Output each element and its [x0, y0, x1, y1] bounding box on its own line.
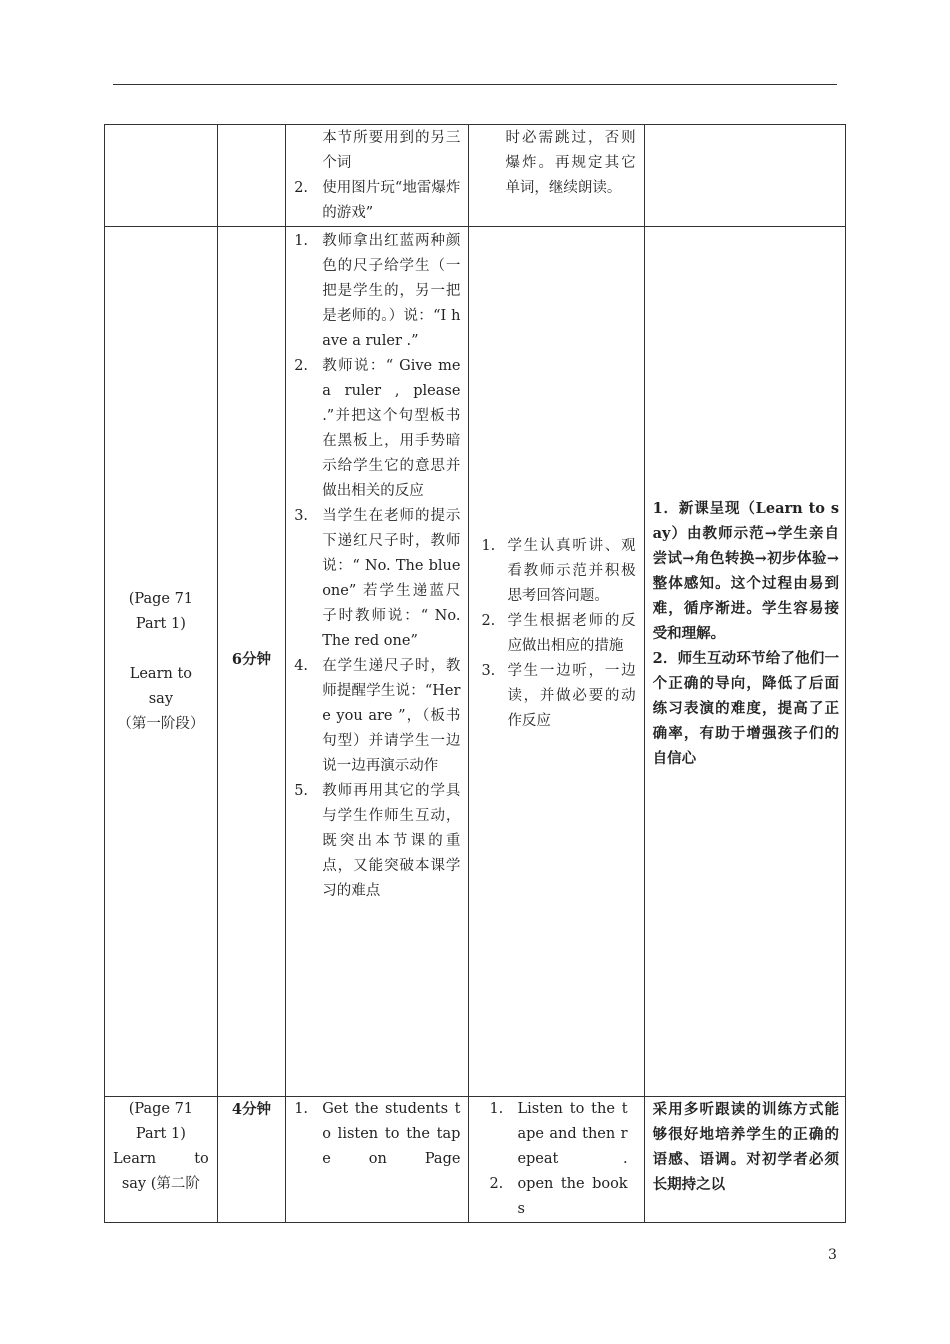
- list-item: [481, 659, 635, 734]
- stage-page: (Page 71: [128, 590, 194, 607]
- student-activity-continued: 时必需跳过，否则爆炸。再规定其它单词，继续朗读。: [505, 130, 636, 196]
- item-number: 1.: [481, 537, 496, 554]
- student-activity-cell: [469, 1097, 644, 1223]
- item-number: 2.: [294, 358, 309, 374]
- header-rule: [113, 84, 837, 85]
- list-item: [286, 779, 468, 904]
- teacher-activity-cell: [286, 125, 469, 227]
- list-item: [481, 609, 635, 659]
- student-activity-cell: [469, 125, 644, 227]
- list-item: [481, 1172, 635, 1222]
- list-item: [286, 354, 468, 504]
- stage-title: Learn to: [113, 1151, 209, 1167]
- item-text: open the books: [517, 1176, 628, 1217]
- stage-title: Learn to: [129, 665, 193, 682]
- table-row-stage-1: [105, 227, 846, 1097]
- item-text: 当学生在老师的提示下递红尺子时，教师说：“ No. The blue one” 若学生递蓝尺子时教师说：“ No. The red one”: [322, 508, 461, 649]
- item-text: 学生一边听，一边读，并做必要的动作反应: [507, 662, 636, 729]
- item-number: 2.: [481, 612, 496, 629]
- item-number: 5.: [294, 783, 309, 799]
- page-number: 3: [828, 1247, 837, 1263]
- item-number: 1.: [294, 1101, 309, 1117]
- stage-cell: [105, 227, 218, 1097]
- list-item: [286, 229, 468, 354]
- stage-phase: （第一阶段）: [117, 715, 205, 732]
- item-number: 1.: [489, 1101, 504, 1117]
- item-text: 教师拿出红蓝两种颜色的尺子给学生（一把是学生的，另一把是老师的。）说：“I have a ruler .”: [322, 233, 461, 349]
- teacher-activity-item: [286, 176, 468, 226]
- item-text: 教师再用其它的学具与学生作师生互动，既突出本节课的重点，又能突破本课学习的难点: [322, 783, 461, 899]
- stage-title-2: say (第二阶: [121, 1176, 200, 1192]
- list-item: [286, 654, 468, 779]
- duration: 6分钟: [231, 651, 272, 668]
- purpose-paragraph: 2．师生互动环节给了他们一个正确的导向，降低了后面练习表演的难度，提高了正确率，有助于增强孩子们的自信心: [652, 650, 839, 767]
- item-text: 学生根据老师的反应做出相应的措施: [507, 612, 636, 654]
- purpose-paragraph: 1．新课呈现（Learn to say）由教师示范→学生亲自尝试→角色转换→初步体验→整体感知。这个过程由易到难，循序渐进。学生容易接受和理解。: [652, 500, 839, 642]
- item-text: 学生认真听讲、观看教师示范并积极思考回答问题。: [507, 537, 636, 604]
- time-cell: [217, 1097, 285, 1223]
- teacher-activity-continued: 本节所要用到的另三个词: [322, 130, 461, 171]
- stage-cell-empty: [105, 125, 218, 227]
- item-text: 在学生递尺子时，教师提醒学生说：“Here you are ”，（板书句型）并请学生一边说一边再演示动作: [322, 658, 461, 774]
- stage-part: Part 1): [135, 615, 186, 632]
- list-item: [481, 534, 635, 609]
- item-number: 2.: [294, 180, 309, 196]
- purpose-cell-empty: [644, 125, 845, 227]
- table-row-stage-2: [105, 1097, 846, 1223]
- item-text: 教师说：“ Give me a ruler , please .”并把这个句型板书在黑板上，用手势暗示给学生它的意思并做出相关的反应: [322, 358, 461, 499]
- item-text: Listen to the tape and then repeat .: [517, 1101, 628, 1167]
- time-cell: [217, 227, 285, 1097]
- purpose-cell: [644, 227, 845, 1097]
- purpose-cell: [644, 1097, 845, 1223]
- stage-title-2: say: [148, 690, 174, 707]
- stage-page: (Page 71: [128, 1101, 194, 1117]
- list-item: [286, 504, 468, 654]
- table-row-continued: [105, 125, 846, 227]
- item-number: 2.: [489, 1176, 504, 1192]
- item-number: 1.: [294, 233, 309, 249]
- teacher-activity-cell: [286, 227, 469, 1097]
- item-number: 4.: [294, 658, 309, 674]
- item-text: Get the students to listen to the tape on Page: [322, 1101, 461, 1167]
- stage-cell: [105, 1097, 218, 1223]
- stage-part: Part 1): [135, 1126, 186, 1142]
- student-activity-cell: [469, 227, 644, 1097]
- list-item: [481, 1097, 635, 1172]
- teacher-activity-cell: [286, 1097, 469, 1223]
- item-number: 3.: [294, 508, 309, 524]
- item-number: 3.: [481, 662, 496, 679]
- time-cell-empty: [217, 125, 285, 227]
- purpose-text: 采用多听跟读的训练方式能够很好地培养学生的正确的语感、语调。对初学者必须长期持之以: [652, 1101, 839, 1193]
- duration: 4分钟: [231, 1101, 272, 1118]
- item-text: 使用图片玩“地雷爆炸的游戏”: [322, 180, 461, 221]
- teacher-activity-item: [286, 1097, 468, 1172]
- lesson-plan-table: [104, 124, 846, 1223]
